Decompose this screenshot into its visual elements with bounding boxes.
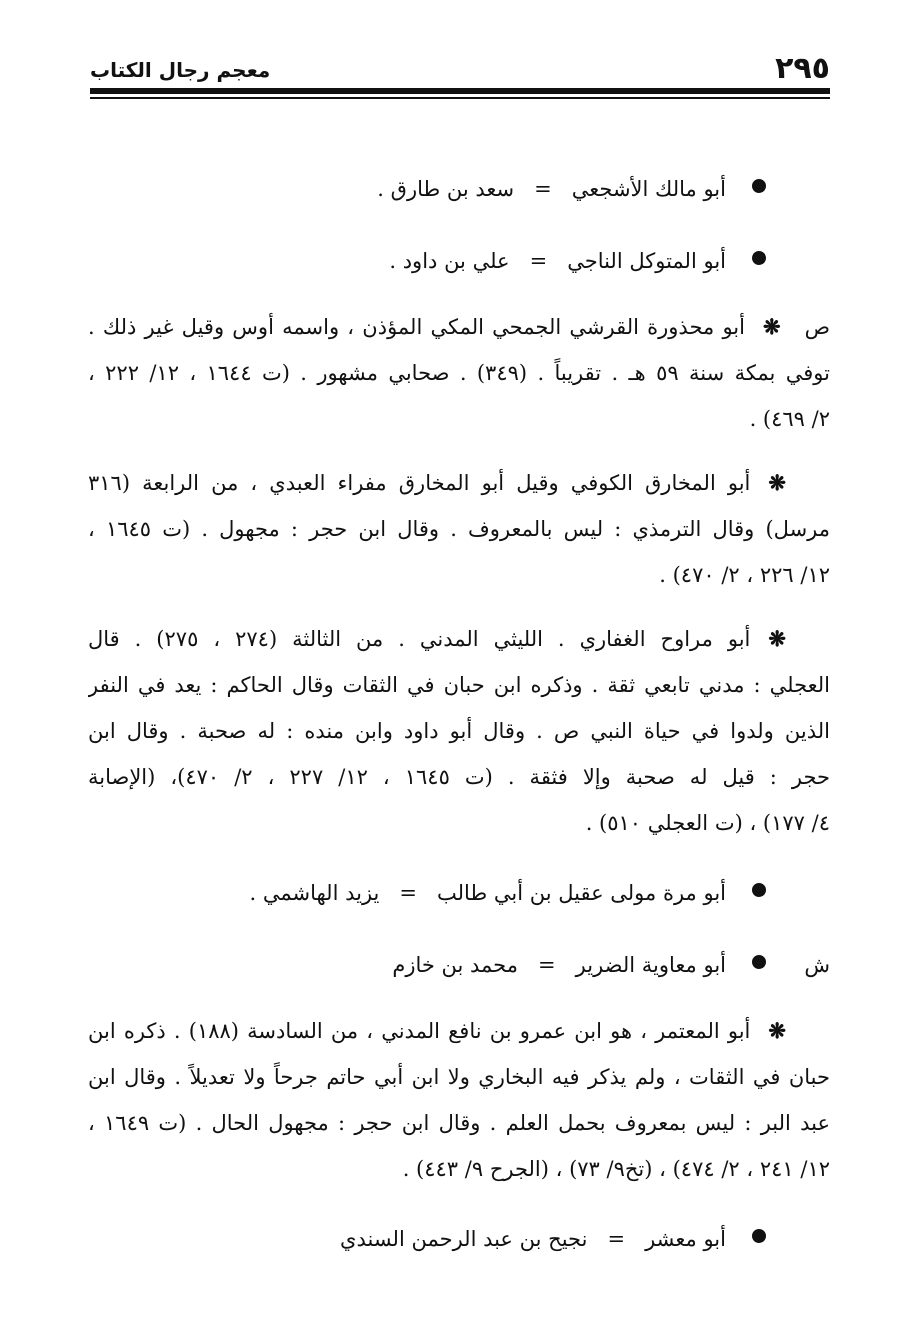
entry-text: مرسل) وقال الترمذي : ليس بالمعروف . وقال ابن حجر : مجهول . (ت ١٦٤٥ ، — [88, 517, 830, 541]
side-mark: ص — [804, 315, 830, 339]
bullet-dot-icon — [752, 179, 766, 193]
entry-text: ١٢/ ٢٢٦ ، ٢/ ٤٧٠) . — [659, 563, 830, 587]
entry-text: حبان في الثقات ، ولم يذكر فيه البخاري ولا ابن أبي حاتم جرحاً ولا تعديلاً . وقال ابن — [88, 1065, 830, 1089]
entry-line — [88, 616, 830, 662]
entry-text: أبو محذورة القرشي الجمحي المكي المؤذن ، واسمه أوس وقيل غير ذلك . — [88, 315, 745, 339]
entry-text: ٢/ ٤٦٩) . — [749, 407, 830, 431]
entry-text: أبو المخارق الكوفي وقيل أبو المخارق مفراء العبدي ، من الرابعة (٣١٦ — [88, 471, 751, 495]
bullet-text: أبو المتوكل الناجي = علي بن داود . — [389, 249, 726, 273]
entry-line — [88, 350, 830, 396]
entry-line — [88, 708, 830, 754]
asterism-icon: ❋ — [768, 626, 786, 651]
bullet-text: أبو معشر = نجيح بن عبد الرحمن السندي — [340, 1227, 726, 1251]
entry-line — [88, 460, 830, 506]
page-body — [88, 160, 830, 1282]
entry-line — [88, 1100, 830, 1146]
entry-line — [88, 1146, 830, 1192]
bullet-text: أبو معاوية الضرير = محمد بن خازم — [392, 953, 726, 977]
biography-entry — [88, 1008, 830, 1192]
asterism-icon: ❋ — [768, 470, 786, 495]
bullet-dot-icon — [752, 955, 766, 969]
bullet-entry — [88, 160, 830, 218]
entry-text: عبد البر : ليس بمعروف بحمل العلم . وقال ابن حجر : مجهول الحال . (ت ١٦٤٩ ، — [88, 1111, 830, 1135]
header-rule-thin — [90, 97, 830, 99]
entry-text: أبو المعتمر ، هو ابن عمرو بن نافع المدني ، من السادسة (١٨٨) . ذكره ابن — [88, 1019, 751, 1043]
bullet-entry — [88, 1210, 830, 1268]
entry-line — [88, 754, 830, 800]
biography-entry — [88, 616, 830, 846]
entry-text: ١٢/ ٢٤١ ، ٢/ ٤٧٤) ، (تخ٩/ ٧٣) ، (الجرح ٩/ ٤٤٣) . — [402, 1157, 830, 1181]
header-rule-thick — [90, 88, 830, 94]
entry-line — [88, 662, 830, 708]
bullet-entry — [88, 936, 830, 994]
bullet-dot-icon — [752, 1229, 766, 1243]
biography-entry — [88, 304, 830, 442]
bullet-dot-icon — [752, 251, 766, 265]
entry-text: توفي بمكة سنة ٥٩ هـ . تقريباً . (٣٤٩) . صحابي مشهور . (ت ١٦٤٤ ، ١٢/ ٢٢٢ ، — [88, 361, 830, 385]
entry-line — [88, 552, 830, 598]
biography-entry — [88, 460, 830, 598]
bullet-entry — [88, 864, 830, 922]
entry-text: ٤/ ١٧٧) ، (ت العجلي ٥١٠) . — [585, 811, 830, 835]
entry-text: أبو مراوح الغفاري . الليثي المدني . من الثالثة (٢٧٤ ، ٢٧٥) . قال — [88, 627, 751, 651]
entry-line — [88, 1008, 830, 1054]
asterism-icon: ❋ — [763, 314, 781, 339]
entry-line — [88, 800, 830, 846]
entry-line — [88, 1054, 830, 1100]
entry-text: الذين ولدوا في حياة النبي ص . وقال أبو داود وابن منده : له صحبة . وقال ابن — [88, 719, 830, 743]
entry-line — [88, 506, 830, 552]
entry-text: العجلي : مدني تابعي ثقة . وذكره ابن حبان في الثقات وقال الحاكم : يعد في النفر — [88, 673, 830, 697]
bullet-text: أبو مرة مولى عقيل بن أبي طالب = يزيد الهاشمي . — [249, 881, 726, 905]
page-header — [90, 52, 830, 88]
entry-text: حجر : قيل له صحبة وإلا فثقة . (ت ١٦٤٥ ، ١٢/ ٢٢٧ ، ٢/ ٤٧٠)، (الإصابة — [88, 765, 830, 789]
bullet-text: أبو مالك الأشجعي = سعد بن طارق . — [377, 177, 726, 201]
bullet-dot-icon — [752, 883, 766, 897]
asterism-icon: ❋ — [768, 1018, 786, 1043]
side-mark: ش — [804, 953, 830, 977]
bullet-entry — [88, 232, 830, 290]
running-title: معجم رجال الكتاب — [90, 58, 271, 82]
entry-line — [88, 304, 830, 350]
entry-line — [88, 396, 830, 442]
page-number: ٢٩٥ — [775, 51, 830, 86]
